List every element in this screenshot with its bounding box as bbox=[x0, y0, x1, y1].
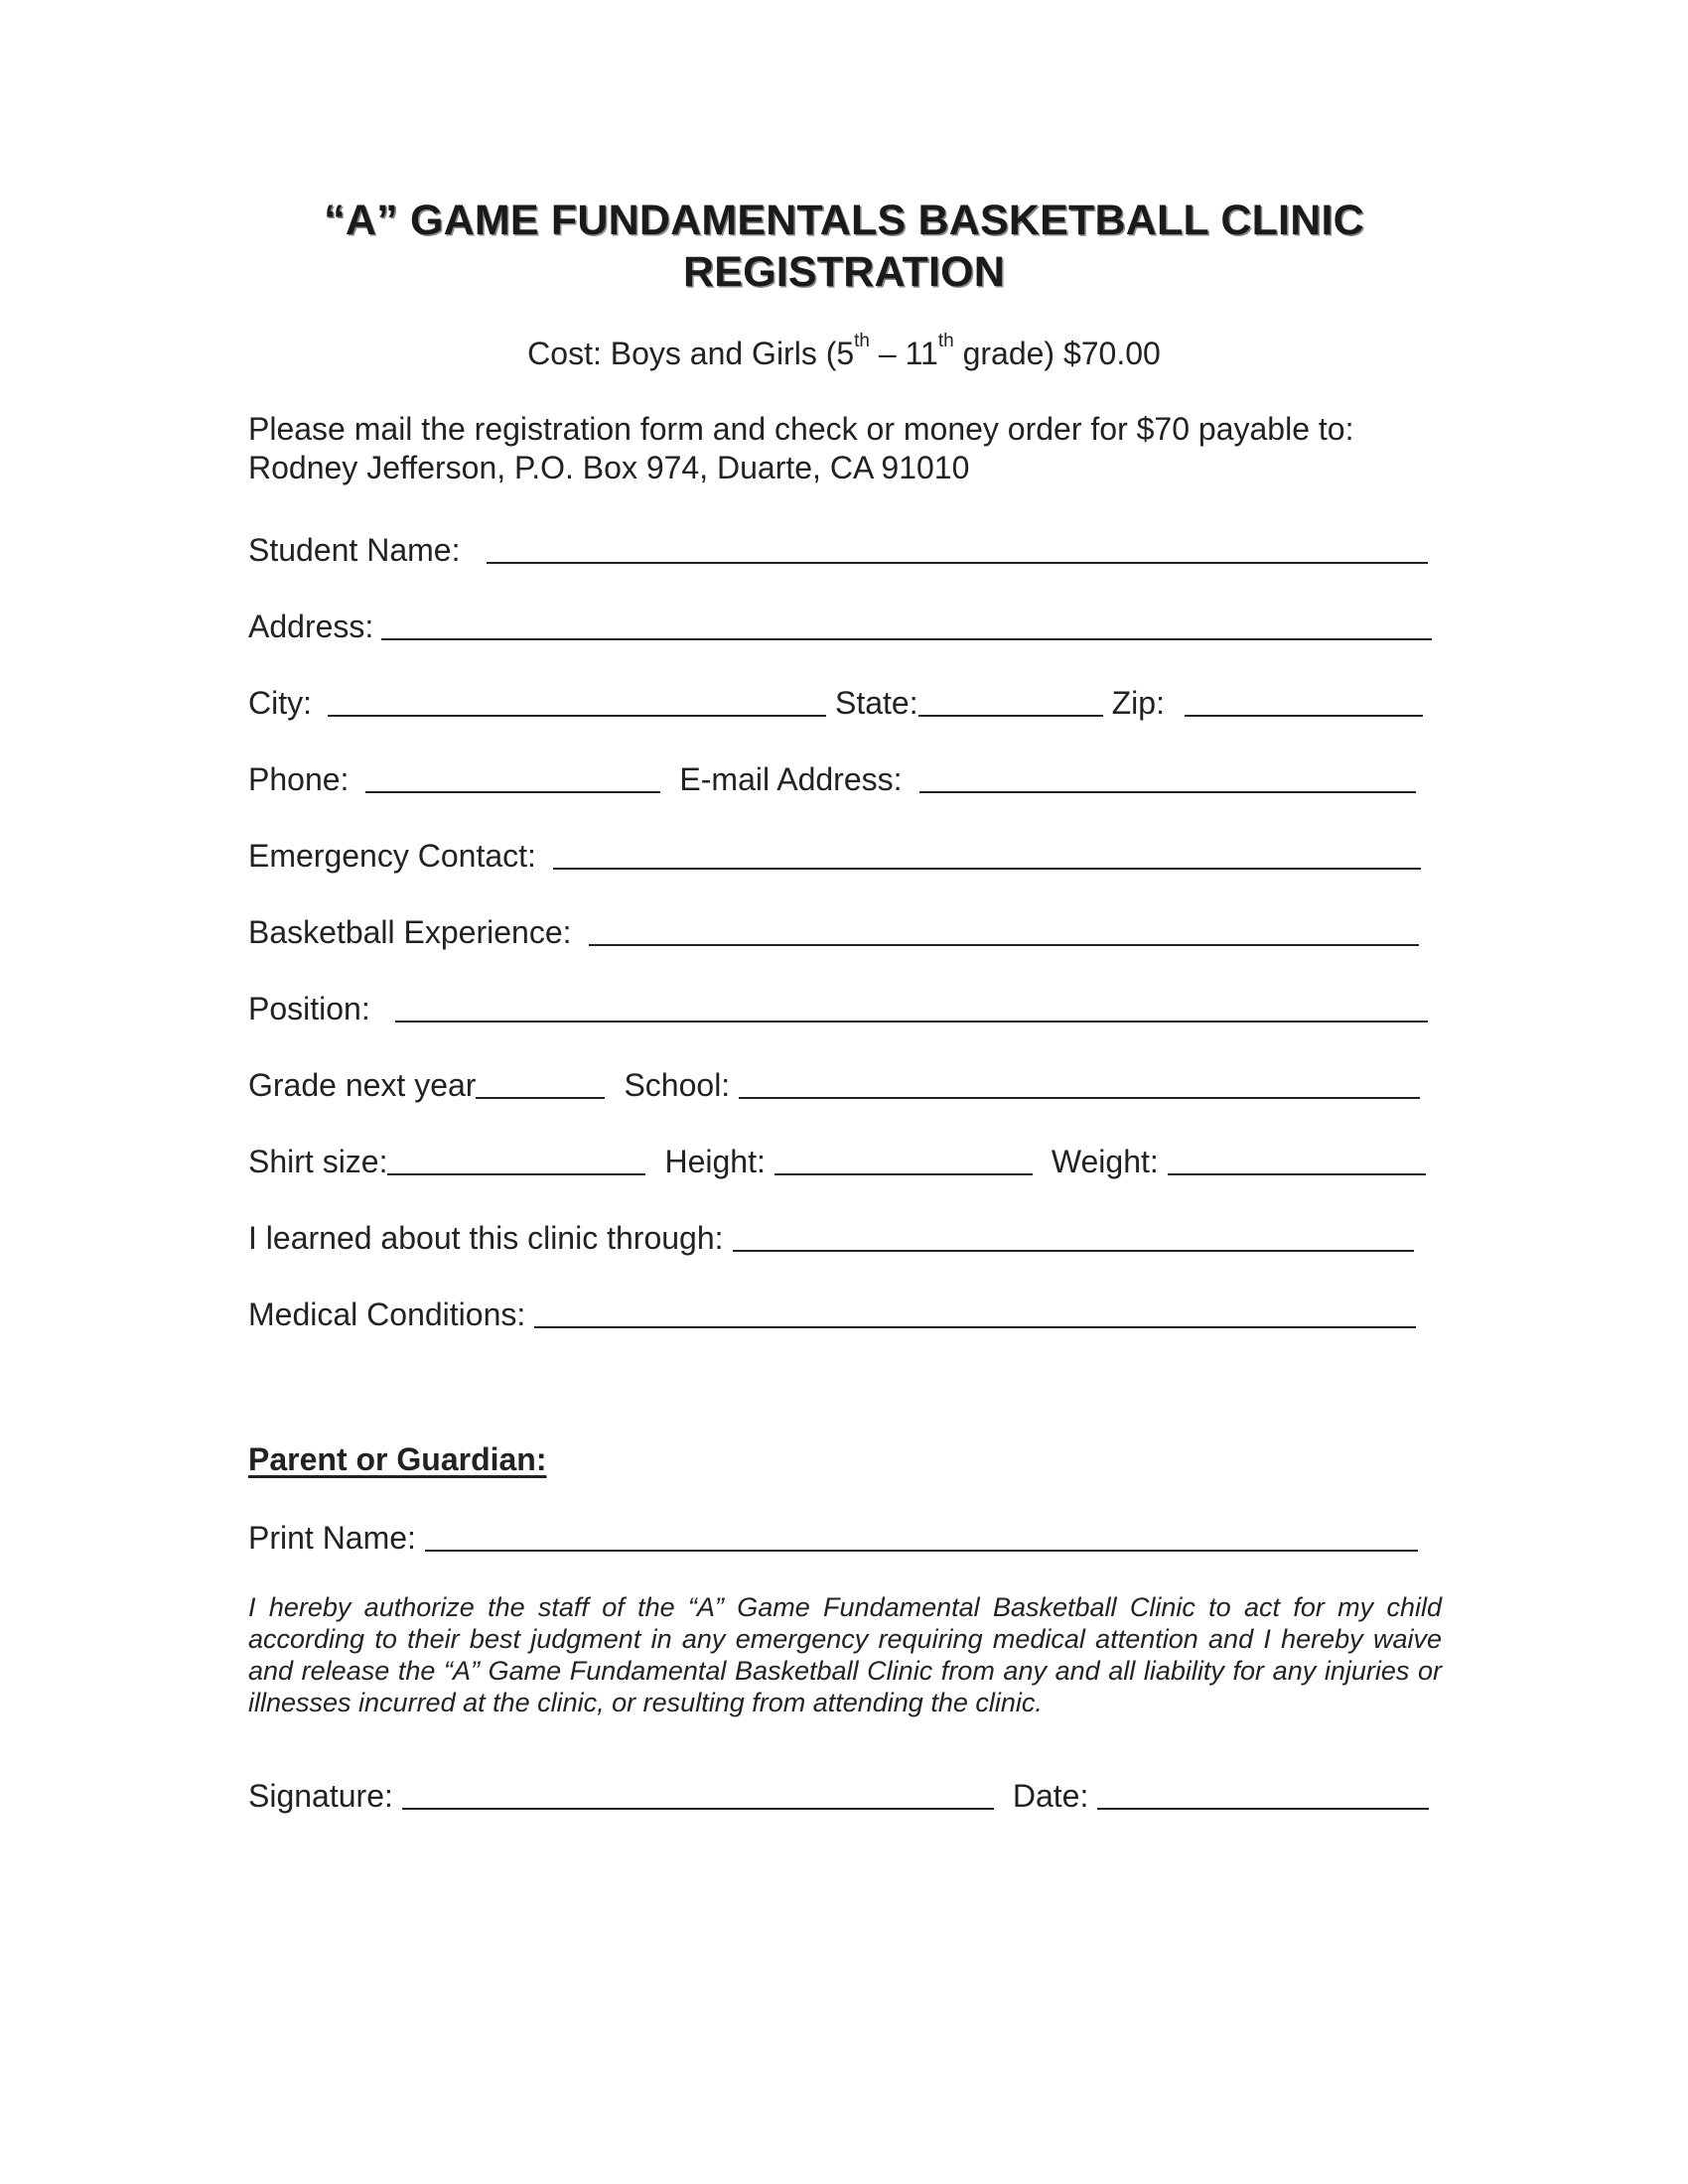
shirt-size-label: Shirt size: bbox=[248, 1144, 388, 1179]
mailing-instructions-line-1: Please mail the registration form and check or money order for $70 payable to: bbox=[248, 411, 1354, 447]
address-field[interactable] bbox=[381, 609, 1432, 640]
basketball-experience-row bbox=[248, 909, 1440, 951]
date-label: Date: bbox=[1012, 1778, 1089, 1814]
signature-label: Signature: bbox=[248, 1778, 393, 1814]
grade-next-year-field[interactable] bbox=[476, 1067, 605, 1099]
form-title-line-2: REGISTRATION bbox=[682, 248, 1006, 296]
shirt-height-weight-row bbox=[248, 1139, 1440, 1180]
school-field[interactable] bbox=[739, 1067, 1420, 1099]
signature-date-row bbox=[248, 1773, 1440, 1815]
learned-about-field[interactable] bbox=[733, 1220, 1414, 1252]
position-field[interactable] bbox=[395, 991, 1428, 1023]
medical-conditions-label: Medical Conditions: bbox=[248, 1297, 526, 1332]
medical-conditions-field[interactable] bbox=[534, 1297, 1416, 1328]
address-label: Address: bbox=[248, 609, 374, 644]
print-name-label: Print Name: bbox=[248, 1520, 416, 1556]
mailing-instructions bbox=[248, 410, 1353, 487]
parent-guardian-heading: Parent or Guardian: bbox=[248, 1441, 547, 1477]
state-field[interactable] bbox=[918, 685, 1103, 717]
city-state-zip-row bbox=[248, 680, 1440, 722]
zip-label: Zip: bbox=[1111, 685, 1165, 721]
student-name-label: Student Name: bbox=[248, 532, 461, 568]
shirt-size-field[interactable] bbox=[387, 1144, 645, 1175]
learned-about-row bbox=[248, 1215, 1440, 1257]
zip-field[interactable] bbox=[1185, 685, 1423, 717]
medical-conditions-row bbox=[248, 1292, 1440, 1333]
phone-field[interactable] bbox=[365, 761, 660, 793]
liability-waiver-text: I hereby authorize the staff of the “A” Game Fundamental Basketball Clinic to act for my child according to their best judgment in any emergency requiring medical attention and I hereby waive and release the “A” Game Fundamental Basketball Clinic from any and all liability for any injuries or illnesses incurred at the clinic, or resulting from attending the clinic. bbox=[248, 1592, 1442, 1717]
basketball-experience-field[interactable] bbox=[589, 914, 1419, 946]
state-label: State: bbox=[835, 685, 918, 721]
cost-superscript-2: th bbox=[937, 331, 954, 351]
emergency-contact-field[interactable] bbox=[553, 838, 1421, 870]
mailing-address: Rodney Jefferson, P.O. Box 974, Duarte, CA 91010 bbox=[248, 450, 970, 485]
weight-field[interactable] bbox=[1168, 1144, 1426, 1175]
student-name-row bbox=[248, 527, 1440, 569]
address-row bbox=[248, 604, 1440, 645]
grade-school-row bbox=[248, 1062, 1440, 1104]
phone-email-row bbox=[248, 756, 1440, 798]
student-name-field[interactable] bbox=[487, 532, 1428, 564]
city-label: City: bbox=[248, 685, 312, 721]
height-field[interactable] bbox=[774, 1144, 1033, 1175]
position-label: Position: bbox=[248, 991, 370, 1026]
email-label: E-mail Address: bbox=[679, 761, 903, 797]
city-field[interactable] bbox=[328, 685, 826, 717]
form-title-line-1: “A” GAME FUNDAMENTALS BASKETBALL CLINIC bbox=[324, 197, 1364, 244]
school-label: School: bbox=[624, 1067, 731, 1103]
learned-about-label: I learned about this clinic through: bbox=[248, 1220, 724, 1256]
cost-superscript-1: th bbox=[854, 331, 871, 351]
height-label: Height: bbox=[664, 1144, 766, 1179]
emergency-contact-row bbox=[248, 833, 1440, 875]
cost-prefix: Cost: Boys and Girls (5 bbox=[527, 336, 855, 371]
email-field[interactable] bbox=[919, 761, 1416, 793]
signature-field[interactable] bbox=[402, 1778, 994, 1810]
basketball-experience-label: Basketball Experience: bbox=[248, 914, 572, 950]
print-name-field[interactable] bbox=[425, 1520, 1418, 1552]
cost-line bbox=[0, 331, 1688, 372]
phone-label: Phone: bbox=[248, 761, 350, 797]
grade-next-year-label: Grade next year bbox=[248, 1067, 477, 1103]
emergency-contact-label: Emergency Contact: bbox=[248, 838, 536, 874]
weight-label: Weight: bbox=[1051, 1144, 1159, 1179]
date-field[interactable] bbox=[1097, 1778, 1429, 1810]
cost-middle: – 11 bbox=[870, 336, 938, 371]
position-row bbox=[248, 986, 1440, 1027]
print-name-row bbox=[248, 1515, 1440, 1557]
cost-suffix: grade) $70.00 bbox=[953, 336, 1161, 371]
